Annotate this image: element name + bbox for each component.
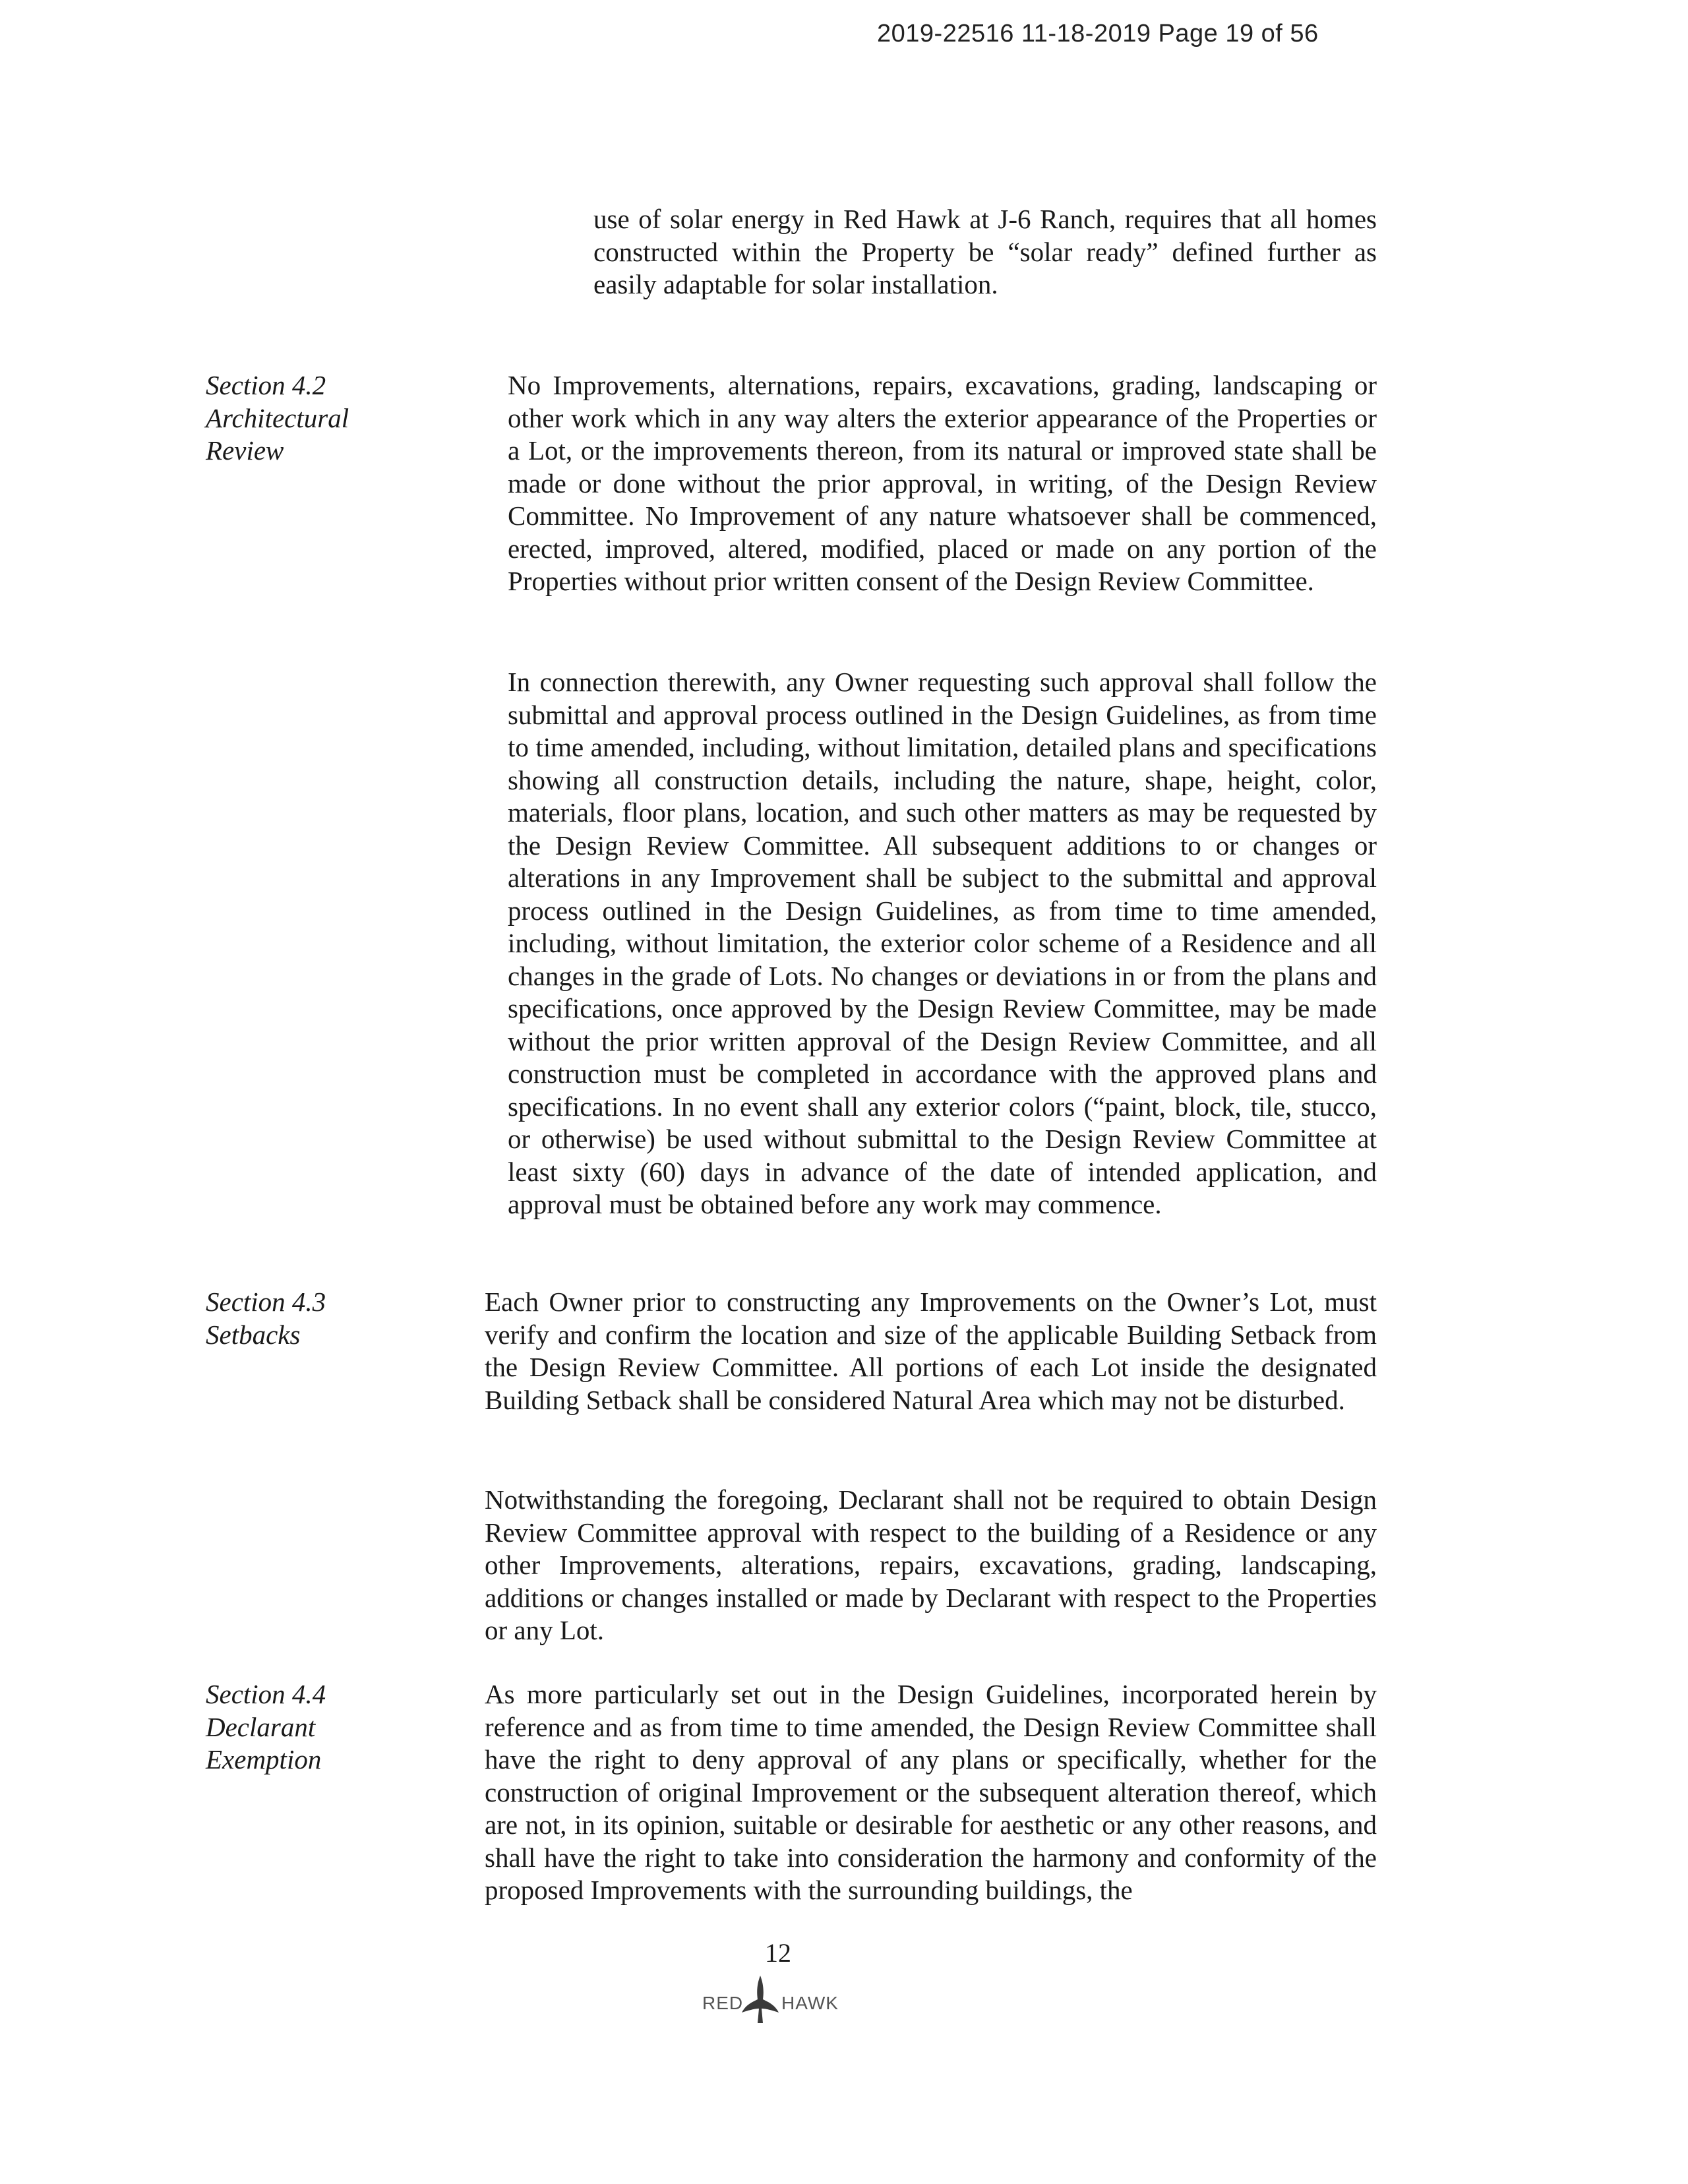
section-label-line: Setbacks	[206, 1319, 301, 1350]
section-4-4-paragraph-1: As more particularly set out in the Design Guidelines, incorporated herein by reference and as from time to time amended, the Design Review Committee shall have the right to deny approval of any plans or specifically, whether for the construction of original Improvement or the subsequent alteration thereof, which are not, in its opinion, suitable or desirable for aesthetic or any other reasons, and shall have the right to take into consideration the harmony and conformity of the proposed Improvements with the surrounding buildings, the	[485, 1679, 1377, 1905]
section-label-line: Architectural	[206, 402, 349, 433]
intro-paragraph: use of solar energy in Red Hawk at J-6 Ranch, requires that all homes constructed within the Property be “solar ready” defined further as easily adaptable for solar installation.	[593, 204, 1377, 299]
section-label-4-2	[206, 369, 349, 468]
section-4-2-paragraph-1: No Improvements, alternations, repairs, excavations, grading, landscaping or other work which in any way alters the exterior appearance of the Properties or a Lot, or the improvements thereon, from its natural or improved state shall be made or done without the prior approval, in writing, of the Design Review Committee. No Improvement of any nature whatsoever shall be commenced, erected, improved, altered, modified, placed or made on any portion of the Properties without prior written consent of the Design Review Committee.	[508, 370, 1377, 596]
section-4-2-paragraph-2: In connection therewith, any Owner requesting such approval shall follow the submittal and approval process outlined in the Design Guidelines, as from time to time amended, including, without limitation, detailed plans and specifications showing all construction details, including the nature, shape, height, color, materials, floor plans, location, and such other matters as may be requested by the Design Review Committee. All subsequent additions to or changes or alterations in any Improvement shall be subject to the submittal and approval process outlined in the Design Guidelines, as from time to time amended, including, without limitation, the exterior color scheme of a Residence and all changes in the grade of Lots. No changes or deviations in or from the plans and specifications, once approved by the Design Review Committee, may be made without the prior written approval of the Design Review Committee, and all construction must be completed in accordance with the approved plans and specifications. In no event shall any exterior colors (“paint, block, tile, stucco, or otherwise) be used without submittal to the Design Review Committee at least sixty (60) days in advance of the date of intended application, and approval must be obtained before any work may commence.	[508, 667, 1377, 1219]
section-label-line: Section 4.3	[206, 1287, 326, 1317]
section-label-line: Section 4.2	[206, 370, 326, 400]
section-4-3-paragraph-2: Notwithstanding the foregoing, Declarant shall not be required to obtain Design Review Committee approval with respect to the building of a Residence or any other Improvements, alterations, repairs, excavations, grading, landscaping, additions or changes installed or made by Declarant with respect to the Properties or any Lot.	[485, 1484, 1377, 1645]
section-label-line: Declarant	[206, 1711, 316, 1742]
page-number: 12	[765, 1938, 791, 1968]
section-label-line: Review	[206, 435, 284, 466]
hawk-icon	[740, 1973, 780, 2026]
logo-text-left: RED	[702, 1993, 744, 2013]
section-label-line: Section 4.4	[206, 1679, 326, 1709]
document-header: 2019-22516 11-18-2019 Page 19 of 56	[877, 20, 1319, 47]
red-hawk-logo	[702, 1973, 874, 2032]
section-4-3-paragraph-1: Each Owner prior to constructing any Improvements on the Owner’s Lot, must verify and confirm the location and size of the applicable Building Setback from the Design Review Committee. All portions of each Lot inside the designated Building Setback shall be considered Natural Area which may not be disturbed.	[485, 1287, 1377, 1415]
logo-text-right: HAWK	[781, 1993, 839, 2013]
section-label-4-4	[206, 1678, 326, 1776]
section-label-4-3	[206, 1286, 326, 1351]
section-label-line: Exemption	[206, 1744, 322, 1774]
